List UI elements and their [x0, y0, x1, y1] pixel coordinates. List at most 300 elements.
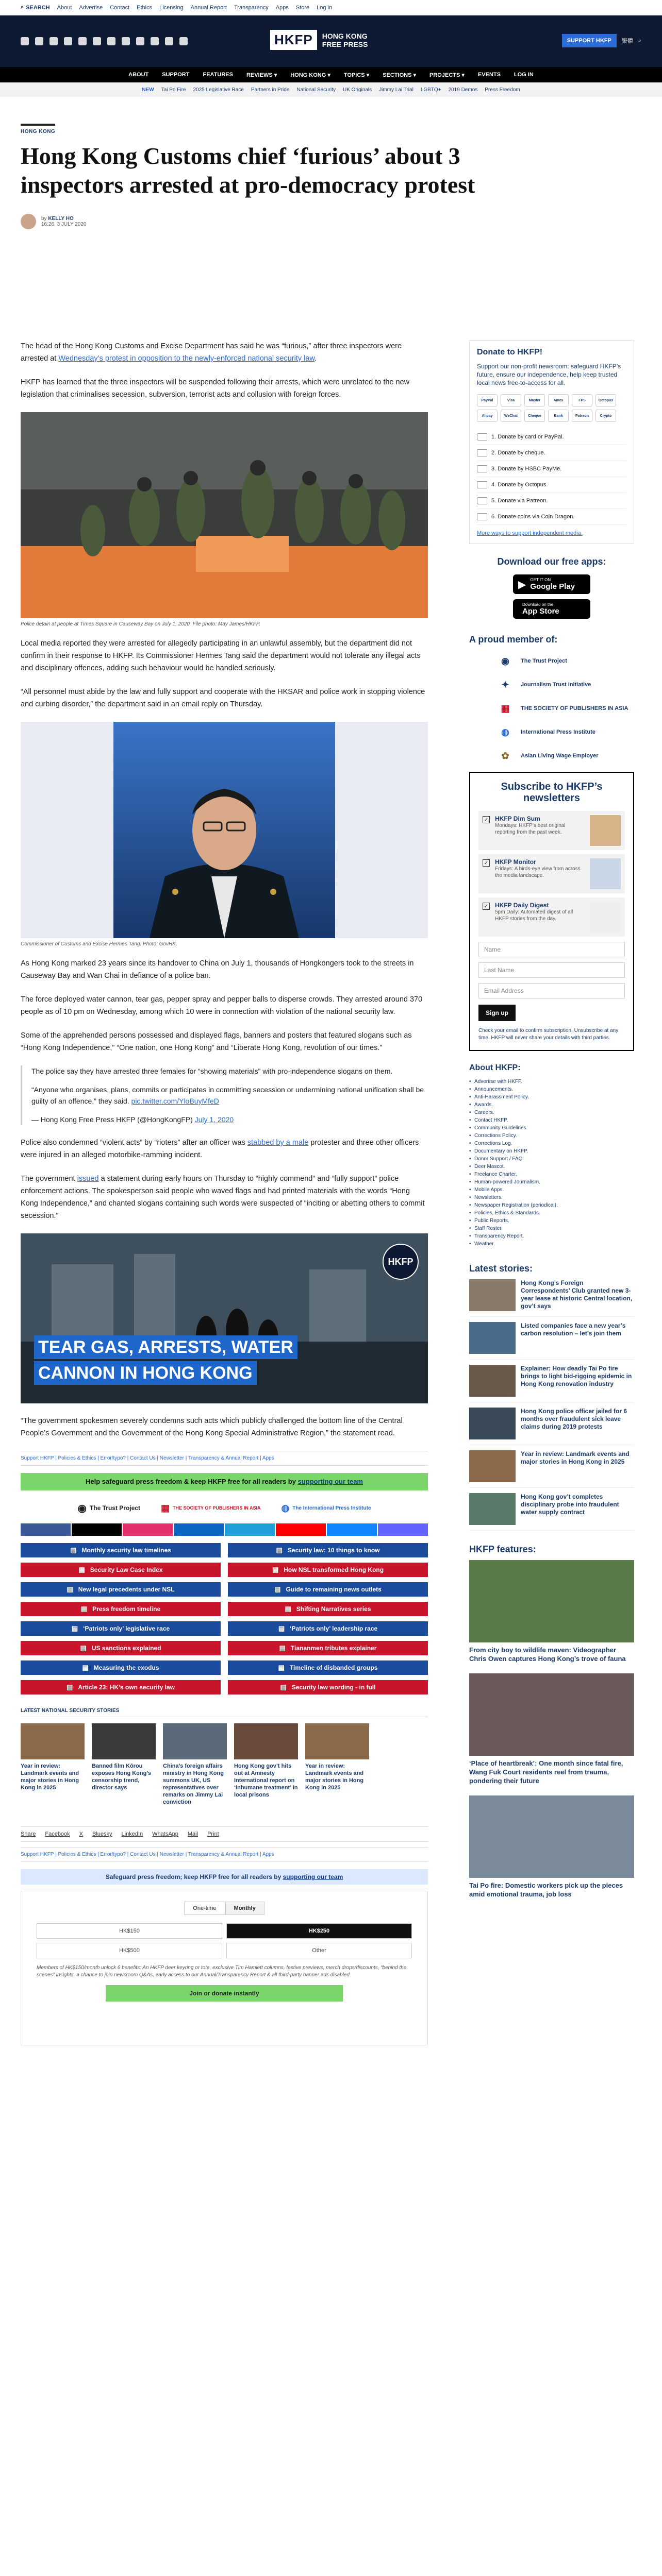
one-time-toggle[interactable]: One-time	[184, 1902, 225, 1915]
instagram-icon[interactable]	[123, 1523, 173, 1536]
book-icon: ▤	[280, 1683, 287, 1691]
donate-method-label: 5. Donate via Patreon.	[491, 498, 548, 504]
payment-icon: FPS	[572, 394, 592, 406]
x-icon[interactable]	[72, 1523, 122, 1536]
nav-item[interactable]: TOPICS ▾	[343, 72, 370, 78]
member-logo[interactable]	[495, 748, 634, 764]
share-link[interactable]: Mail	[187, 1831, 198, 1837]
nsl-guide-label: Press freedom timeline	[92, 1605, 161, 1613]
support-team-link[interactable]: supporting our team	[283, 1873, 343, 1880]
sidebar	[469, 340, 634, 1909]
nav-item[interactable]: EVENTS	[477, 72, 501, 78]
stabbed-link[interactable]: stabbed by a male	[247, 1139, 309, 1147]
member-heading: A proud member of:	[469, 634, 558, 645]
feature-title: Tai Po fire: Domestic workers pick up the pieces amid emotional trauma, job loss	[469, 1882, 623, 1898]
donate-method[interactable]	[477, 461, 626, 477]
nsl-guide-button[interactable]	[228, 1641, 428, 1655]
payment-icons	[477, 394, 626, 422]
about-link[interactable]: • Contact HKFP.	[469, 1116, 634, 1124]
payment-card-icon	[477, 465, 487, 472]
donate-box	[469, 340, 634, 544]
social-share-strip	[21, 1523, 428, 1536]
nav-item[interactable]: REVIEWS ▾	[246, 72, 277, 78]
amount-option-selected[interactable]: HK$250	[226, 1923, 412, 1939]
member-emblem-icon: ✦	[501, 679, 509, 690]
nsl-guide-label: Security Law Case Index	[90, 1566, 163, 1573]
newsletter-checkbox[interactable]: ✓	[483, 859, 490, 867]
site-logo[interactable]	[270, 30, 368, 50]
join-donate-button[interactable]: Join or donate instantly	[106, 1985, 343, 2002]
payment-icon: Master	[524, 394, 545, 406]
newsletter-option[interactable]	[478, 811, 625, 850]
ticker-item[interactable]: Jimmy Lai Trial	[379, 87, 413, 93]
photo-caption: Police detain at people at Times Square in Causeway Bay on July 1, 2020. File photo: May James/HKFP.	[21, 621, 260, 627]
video-title-1: TEAR GAS, ARRESTS, WATER	[34, 1335, 297, 1359]
utility-link[interactable]: Advertise	[79, 4, 103, 11]
protest-photo	[21, 412, 428, 618]
donate-heading: Donate to HKFP!	[477, 348, 543, 357]
share-bar	[21, 1826, 428, 1842]
book-icon: ▤	[279, 1644, 286, 1652]
nav-item[interactable]: ABOUT	[128, 72, 149, 78]
newsletter-box	[469, 772, 634, 1051]
about-heading: About HKFP:	[469, 1063, 521, 1072]
utility-link[interactable]: Transparency	[234, 4, 269, 11]
site-header	[0, 15, 662, 67]
last-name-input[interactable]: Last Name	[478, 962, 625, 978]
feature-title: From city boy to wildlife maven: Videographer Chris Owen captures Hong Kong’s trove of fauna	[469, 1646, 626, 1663]
nsl-guide-button[interactable]	[21, 1543, 221, 1557]
latest-card[interactable]	[305, 1723, 369, 1806]
nsl-guide-button[interactable]	[228, 1680, 428, 1694]
utility-link[interactable]: Annual Report	[190, 4, 227, 11]
ticker-item[interactable]: 2025 Legislative Race	[193, 87, 244, 93]
section-label[interactable]: HONG KONG	[21, 124, 55, 134]
payment-icon: Octopus	[595, 394, 616, 406]
bluesky-icon[interactable]	[327, 1523, 377, 1536]
card-thumbnail	[163, 1723, 227, 1759]
search-icon: ⌕	[21, 4, 24, 10]
newsletter-desc: Mondays: HKFP’s best original reporting from the past week.	[495, 823, 566, 835]
paragraph: Local media reported they were arrested for allegedly participating in an unlawful assembly, but the department did not confirm in their response to HKFP. Its Commissioner Hermes Tang said the department would not tolerate any illegal acts and disciplinary offences, adding such behaviour would be handled seriously.	[21, 639, 421, 672]
nsl-guide-label: Article 23: HK’s own security law	[78, 1684, 175, 1691]
member-name: THE SOCIETY OF PUBLISHERS IN ASIA	[521, 705, 628, 711]
nsl-guide-button[interactable]	[228, 1660, 428, 1675]
mastodon-icon[interactable]	[378, 1523, 428, 1536]
newsletter-desc: Fridays: A birds-eye view from across the media landscape.	[495, 866, 581, 878]
nsl-guide-button[interactable]	[21, 1660, 221, 1675]
latest-story[interactable]	[469, 1365, 634, 1402]
nsl-guide-label: Measuring the exodus	[93, 1664, 159, 1671]
monthly-toggle[interactable]: Monthly	[225, 1902, 264, 1915]
card-thumbnail	[234, 1723, 298, 1759]
nav-item[interactable]: FEATURES	[203, 72, 233, 78]
book-icon: ▤	[71, 1624, 78, 1632]
feature-item[interactable]	[469, 1795, 634, 1899]
paragraph: Police also condemned “violent acts” by “rioters” after an officer was stabbed by a male protester and three other officers were injured in an alleged motorbike-ramming incident.	[21, 1139, 419, 1159]
tweet-date-link[interactable]: July 1, 2020	[194, 1115, 234, 1124]
issued-link[interactable]: issued	[77, 1175, 99, 1183]
story-thumbnail	[469, 1322, 516, 1354]
latest-story[interactable]	[469, 1322, 634, 1360]
newsletter-desc: 5pm Daily: Automated digest of all HKFP stories from the day.	[495, 909, 573, 922]
author-avatar	[21, 214, 36, 229]
donate-method[interactable]	[477, 509, 626, 525]
payment-icon: Bank	[548, 410, 569, 422]
facebook-icon[interactable]	[21, 37, 29, 45]
rss-icon[interactable]	[78, 37, 87, 45]
nav-item[interactable]: HONG KONG ▾	[290, 72, 330, 78]
paragraph: The head of the Hong Kong Customs and Excise Department has said he was “furious,” after three inspectors were arrested at Wednesday’s protest in opposition to the newly-enforced national security law.	[21, 342, 402, 363]
latest-stories	[469, 1279, 634, 1531]
donate-method[interactable]	[477, 477, 626, 493]
youtube-icon[interactable]	[64, 37, 72, 45]
email-input[interactable]: Email Address	[478, 983, 625, 998]
newsletter-option[interactable]	[478, 854, 625, 893]
ticker-item[interactable]: Partners in Pride	[251, 87, 290, 93]
nav-item[interactable]: LOG IN	[514, 72, 534, 78]
payment-card-icon	[477, 513, 487, 520]
member-logo[interactable]	[495, 701, 634, 716]
latest-stories-heading: Latest stories:	[469, 1263, 533, 1274]
payment-card-icon	[477, 433, 487, 440]
main-nav	[0, 67, 662, 82]
nsl-guide-button[interactable]	[228, 1602, 428, 1616]
donate-method[interactable]	[477, 429, 626, 445]
feature-title: ‘Place of heartbreak’: One month since fatal fire, Wang Fuk Court residents reel from trauma, pondering their future	[469, 1759, 623, 1785]
story-title: Hong Kong gov’t completes disciplinary probe into fraudulent water supply contract	[521, 1493, 619, 1516]
youtube-icon[interactable]	[276, 1523, 326, 1536]
nsl-guide-grid	[21, 1543, 428, 1694]
tweet-pic-link[interactable]: pic.twitter.com/YloBuyMfeD	[131, 1097, 219, 1105]
linkedin-icon[interactable]	[174, 1523, 224, 1536]
book-icon: ▤	[274, 1585, 281, 1593]
latest-card[interactable]	[21, 1723, 85, 1806]
trust-logos	[21, 1498, 428, 1518]
google-play-icon: ▶	[518, 579, 526, 590]
about-link[interactable]: • Staff Roster.	[469, 1225, 634, 1232]
book-icon: ▤	[278, 1664, 285, 1671]
donate-methods	[477, 429, 626, 525]
newsletter-text	[495, 815, 585, 846]
about-link[interactable]: • Weather.	[469, 1240, 634, 1248]
book-icon: ▤	[67, 1585, 73, 1593]
about-link[interactable]: • Transparency Report.	[469, 1232, 634, 1240]
paragraph: The force deployed water cannon, tear gas, pepper spray and pepper balls to disperse crowds. They arrested around 370 people as of 10 pm on Wednesday, among which 10 were in connection with violation of the national security law.	[21, 995, 423, 1016]
payment-icon: Visa	[501, 394, 521, 406]
payment-card-icon	[477, 481, 487, 488]
nav-item[interactable]: PROJECTS ▾	[429, 72, 465, 78]
member-logo[interactable]	[495, 677, 634, 692]
author-name[interactable]: KELLY HO	[48, 216, 74, 222]
sopa-icon: ▦	[160, 1502, 170, 1513]
nsl-guide-button[interactable]	[228, 1621, 428, 1636]
about-link[interactable]: • Community Guidelines.	[469, 1124, 634, 1132]
donate-method-label: 4. Donate by Octopus.	[491, 482, 548, 488]
story-thumbnail	[469, 1493, 516, 1525]
nsl-guide-label: US sanctions explained	[91, 1645, 161, 1652]
nsl-guide-button[interactable]	[228, 1543, 428, 1557]
book-icon: ▤	[80, 1644, 87, 1652]
latest-card[interactable]	[163, 1723, 227, 1806]
payment-icon: Amex	[548, 394, 569, 406]
nsl-guide-button[interactable]	[21, 1680, 221, 1694]
latest-card[interactable]	[92, 1723, 156, 1806]
donation-widget	[21, 1891, 428, 2045]
story-title: Hong Kong’s Foreign Correspondents’ Club granted new 3-year lease at historic Central location, gov’t says	[521, 1279, 633, 1310]
member-emblem-icon: ◉	[501, 655, 509, 666]
newsletter-text	[495, 858, 585, 889]
share-link[interactable]: Bluesky	[92, 1831, 112, 1837]
support-banner-light: Safeguard press freedom; keep HKFP free for all readers by supporting our team	[21, 1869, 428, 1885]
about-link[interactable]: • Corrections Log.	[469, 1140, 634, 1147]
bluesky-icon[interactable]	[107, 37, 115, 45]
share-label: Share	[21, 1831, 36, 1837]
book-icon: ▤	[80, 1605, 88, 1613]
feature-item[interactable]	[469, 1560, 634, 1663]
donate-method[interactable]	[477, 445, 626, 461]
article-footer-links[interactable]: Support HKFP | Policies & Ethics | Error/typo? | Contact Us | Newsletter | Transparency & Annual Report | Apps	[21, 1451, 428, 1466]
utility-links	[57, 5, 333, 11]
support-banner: Help safeguard press freedom & keep HKFP free for all readers by supporting our team	[21, 1473, 428, 1490]
card-thumbnail	[92, 1723, 156, 1759]
donate-method-label: 3. Donate by HSBC PayMe.	[491, 466, 562, 472]
nsl-guide-button[interactable]	[228, 1582, 428, 1597]
latest-story[interactable]	[469, 1450, 634, 1488]
book-icon: ▤	[285, 1605, 291, 1613]
card-thumbnail	[21, 1723, 85, 1759]
about-link[interactable]: • Newsletters.	[469, 1194, 634, 1201]
card-thumbnail	[305, 1723, 369, 1759]
newsletter-thumbnail	[590, 902, 621, 933]
book-icon: ▤	[70, 1546, 77, 1554]
mastodon-icon[interactable]	[136, 37, 144, 45]
paragraph: As Hong Kong marked 23 years since its handover to China on July 1, thousands of Hongkongers took to the streets in Causeway Bay and Wan Chai in defiance of a police ban.	[21, 959, 414, 980]
name-input[interactable]: Name	[478, 942, 625, 957]
signup-button[interactable]: Sign up	[478, 1005, 516, 1021]
paragraph: “The government spokesmen severely condemns such acts which publicly challenged the bottom line of the Central People’s Government and the Government of the Hong Kong Special Administrative Region,” the statement read.	[21, 1417, 403, 1437]
language-toggle[interactable]: 繁體	[621, 38, 633, 44]
book-icon: ▤	[278, 1624, 285, 1632]
card-title: Hong Kong gov’t hits out at Amnesty International report on ‘inhumane treatment’ in local prisons	[234, 1763, 298, 1798]
feature-image	[469, 1560, 634, 1642]
member-name: Asian Living Wage Employer	[521, 753, 599, 759]
member-emblem-icon: ▦	[501, 703, 510, 714]
share-link[interactable]: WhatsApp	[152, 1831, 178, 1837]
member-name: Journalism Trust Initiative	[521, 682, 591, 688]
trust-project-icon: ◉	[77, 1502, 87, 1514]
newsletter-thumbnail	[590, 858, 621, 889]
nsl-guide-button[interactable]	[21, 1621, 221, 1636]
nav-item[interactable]: SECTIONS ▾	[383, 72, 417, 78]
about-link[interactable]: • Newspaper Registration (periodical).	[469, 1201, 634, 1209]
ipi-icon: ◍	[281, 1502, 290, 1513]
about-list	[469, 1078, 634, 1248]
payment-card-icon	[477, 497, 487, 504]
photo-caption: Commissioner of Customs and Excise Hermes Tang. Photo: GovHK.	[21, 941, 177, 947]
paragraph: “All personnel must abide by the law and fully support and cooperate with the HKSAR and police work in stopping violence and curbing disorder,” the department said in an email reply on Thursday.	[21, 688, 425, 708]
hkfp-badge: HKFP	[383, 1244, 419, 1280]
payment-icon: Patreon	[572, 410, 592, 422]
nsl-guide-label: Shifting Narratives series	[296, 1605, 371, 1613]
nsl-guide-button[interactable]	[21, 1563, 221, 1577]
support-hkfp-button[interactable]: SUPPORT HKFP	[562, 34, 617, 47]
newsletter-footnote: Check your email to confirm subscription. Unsubscribe at any time. HKFP will never share your details with third parties.	[478, 1028, 619, 1041]
nsl-guide-button[interactable]	[21, 1602, 221, 1616]
about-link[interactable]: • Mobile Apps.	[469, 1186, 634, 1194]
article-footer-links[interactable]: Support HKFP | Policies & Ethics | Error/typo? | Contact Us | Newsletter | Transparency & Annual Report | Apps	[21, 1847, 428, 1862]
donate-method[interactable]	[477, 493, 626, 509]
new-label: NEW	[142, 87, 154, 93]
amount-option[interactable]: HK$500	[37, 1943, 222, 1958]
ticker-item[interactable]: LGBTQ+	[420, 87, 441, 93]
member-name: The Trust Project	[521, 658, 567, 664]
main-content	[21, 124, 641, 1997]
newsletter-heading: Subscribe to HKFP’s newsletters	[501, 781, 603, 804]
share-link[interactable]: Print	[207, 1831, 219, 1837]
member-logo[interactable]	[495, 653, 634, 669]
latest-story[interactable]	[469, 1279, 634, 1317]
video-embed[interactable]	[21, 1233, 428, 1403]
nsl-guide-label: ‘Patriots only’ legislative race	[83, 1625, 170, 1632]
utility-link[interactable]: Licensing	[159, 4, 184, 11]
donate-text: Support our non-profit newsroom: safeguard HKFP’s future, ensure our independence, help keep trusted local news free-to-access for all.	[477, 363, 621, 386]
about-link[interactable]: • Policies, Ethics & Standards.	[469, 1209, 634, 1217]
about-link[interactable]: • Anti-Harassment Policy.	[469, 1093, 634, 1101]
about-link[interactable]: • Documentary on HKFP.	[469, 1147, 634, 1155]
ticker-item[interactable]: Press Freedom	[485, 87, 520, 93]
book-icon: ▤	[276, 1546, 283, 1554]
support-team-link[interactable]: supporting our team	[297, 1478, 363, 1485]
card-title: Year in review: Landmark events and major stories in Hong Kong in 2025	[21, 1763, 79, 1791]
payment-icon: Crypto	[595, 410, 616, 422]
telegram-icon[interactable]	[225, 1523, 275, 1536]
donate-method-label: 2. Donate by cheque.	[491, 450, 545, 456]
utility-bar	[0, 0, 662, 15]
latest-story[interactable]	[469, 1493, 634, 1531]
share-link[interactable]: LinkedIn	[121, 1831, 143, 1837]
search-icon[interactable]: ⌕	[638, 37, 641, 44]
amount-option[interactable]: Other	[226, 1943, 412, 1958]
about-link[interactable]: • Awards.	[469, 1101, 634, 1109]
member-logo[interactable]	[495, 724, 634, 740]
about-link[interactable]: • Careers.	[469, 1109, 634, 1116]
payment-icon: Cheque	[524, 410, 545, 422]
newsletter-name: HKFP Monitor	[495, 858, 536, 866]
share-link[interactable]: X	[79, 1831, 84, 1837]
utility-link[interactable]: Apps	[275, 4, 289, 11]
about-link[interactable]: • Deer Mascot.	[469, 1163, 634, 1171]
payment-icon: Alipay	[477, 410, 498, 422]
story-title: Listed companies face a new year’s carbon resolution – let’s join them	[521, 1322, 626, 1337]
protest-link[interactable]: Wednesday’s protest in opposition to the newly-enforced national security law	[58, 354, 315, 363]
story-thumbnail	[469, 1279, 516, 1311]
ticker-item[interactable]: Tai Po Fire	[161, 87, 186, 93]
paragraph: Some of the apprehended persons possessed and displayed flags, banners and posters that featured slogans such as “Hong Kong Independence,” “One nation, one Hong Kong” and “Liberate Hong Kong, revolution of our times.”	[21, 1031, 412, 1052]
book-icon: ▤	[67, 1683, 73, 1691]
utility-link[interactable]: Contact	[110, 4, 130, 11]
story-thumbnail	[469, 1408, 516, 1439]
member-logos	[469, 653, 634, 764]
video-title-2: CANNON IN HONG KONG	[34, 1361, 257, 1385]
nsl-guide-button[interactable]	[228, 1563, 428, 1577]
card-title: Year in review: Landmark events and major stories in Hong Kong in 2025	[305, 1763, 364, 1791]
ticker-item[interactable]: 2019 Demos	[448, 87, 478, 93]
instagram-icon[interactable]	[49, 37, 58, 45]
about-link[interactable]: • Human-powered Journalism.	[469, 1178, 634, 1186]
about-link[interactable]: • Public Reports.	[469, 1217, 634, 1225]
about-link[interactable]: • Freelance Charter.	[469, 1171, 634, 1178]
features-list	[469, 1560, 634, 1899]
paragraph: The government issued a statement during early hours on Thursday to “highly commend” and “fully support” police enforcement actions. The spokesperson said people who waved flags and had printed materials with the words “Hong Kong Independence,” and chanted slogans containing such words were suspected of “inciting or abetting others to commit secession.”	[21, 1175, 425, 1220]
utility-link[interactable]: Store	[295, 4, 310, 11]
newsletter-name: HKFP Daily Digest	[495, 902, 549, 909]
about-link[interactable]: • Advertise with HKFP.	[469, 1078, 634, 1086]
more-ways-link[interactable]: More ways to support independent media.	[477, 530, 583, 536]
mail-icon[interactable]	[179, 37, 188, 45]
nsl-guide-button[interactable]	[21, 1641, 221, 1655]
ticker-item[interactable]: National Security	[296, 87, 336, 93]
newsletter-name: HKFP Dim Sum	[495, 815, 540, 822]
newsletter-option[interactable]	[478, 897, 625, 937]
share-link[interactable]: Facebook	[45, 1831, 70, 1837]
commissioner-photo	[21, 722, 428, 938]
utility-link[interactable]: Log in	[317, 4, 333, 11]
feature-image	[469, 1795, 634, 1878]
latest-nsl-cards	[21, 1723, 428, 1806]
article-body	[21, 340, 428, 2045]
book-icon: ▤	[82, 1664, 89, 1671]
latest-story[interactable]	[469, 1408, 634, 1445]
latest-card[interactable]	[234, 1723, 298, 1806]
nav-item[interactable]: SUPPORT	[162, 72, 190, 78]
telegram-icon[interactable]	[122, 37, 130, 45]
about-link[interactable]: • Corrections Policy.	[469, 1132, 634, 1140]
twitter-icon[interactable]	[35, 37, 43, 45]
payment-icon: PayPal	[477, 394, 498, 406]
facebook-icon[interactable]	[21, 1523, 71, 1536]
nsl-guide-label: New legal precedents under NSL	[78, 1586, 175, 1593]
app-store-button[interactable]: Download on the App Store	[513, 599, 590, 619]
threads-icon[interactable]	[93, 37, 101, 45]
nsl-guide-label: Security law: 10 things to know	[287, 1547, 380, 1554]
amount-option[interactable]: HK$150	[37, 1923, 222, 1939]
trust-logo-label: THE SOCIETY OF PUBLISHERS IN ASIA	[172, 1505, 261, 1511]
logo-line-1: HONG KONG	[322, 31, 368, 40]
feature-item[interactable]	[469, 1673, 634, 1785]
newsletter-checkbox[interactable]: ✓	[483, 903, 490, 910]
about-link[interactable]: • Announcements.	[469, 1086, 634, 1093]
search-button[interactable]: ⌕ SEARCH	[21, 4, 50, 11]
utility-link[interactable]: Ethics	[137, 4, 153, 11]
nsl-guide-label: Tiananmen tributes explainer	[290, 1645, 377, 1652]
payment-icon: WeChat	[501, 410, 521, 422]
embedded-tweet: The police say they have arrested three females for “showing materials” with pro-independence slogans on them. “Anyone who organises, plans, commits or participates in committing secession or undermining national unification shall be guilty of an offence,” they said. pic.twitter.com/YloBuyMfeD — Hong Kong Free Press HKFP (@HongKongFP) July 1, 2020	[21, 1065, 428, 1125]
social-icons	[21, 37, 242, 45]
email-icon[interactable]	[165, 37, 173, 45]
paragraph: HKFP has learned that the three inspectors will be suspended following their arrests, which were unrelated to the new legislation that criminalises secession, subversion, terrorist acts and collusion with foreign forces.	[21, 378, 410, 399]
utility-link[interactable]: About	[57, 4, 72, 11]
nsl-guide-label: Guide to remaining news outlets	[286, 1586, 382, 1593]
about-link[interactable]: • Donor Support / FAQ.	[469, 1155, 634, 1163]
ticker-item[interactable]: UK Originals	[342, 87, 372, 93]
trust-logo-label: The International Press Institute	[292, 1505, 371, 1511]
google-play-button[interactable]: ▶ GET IT ON Google Play	[513, 574, 590, 594]
newsletter-checkbox[interactable]: ✓	[483, 816, 490, 823]
feature-image	[469, 1673, 634, 1756]
nsl-guide-button[interactable]	[21, 1582, 221, 1597]
linkedin-icon[interactable]	[151, 37, 159, 45]
